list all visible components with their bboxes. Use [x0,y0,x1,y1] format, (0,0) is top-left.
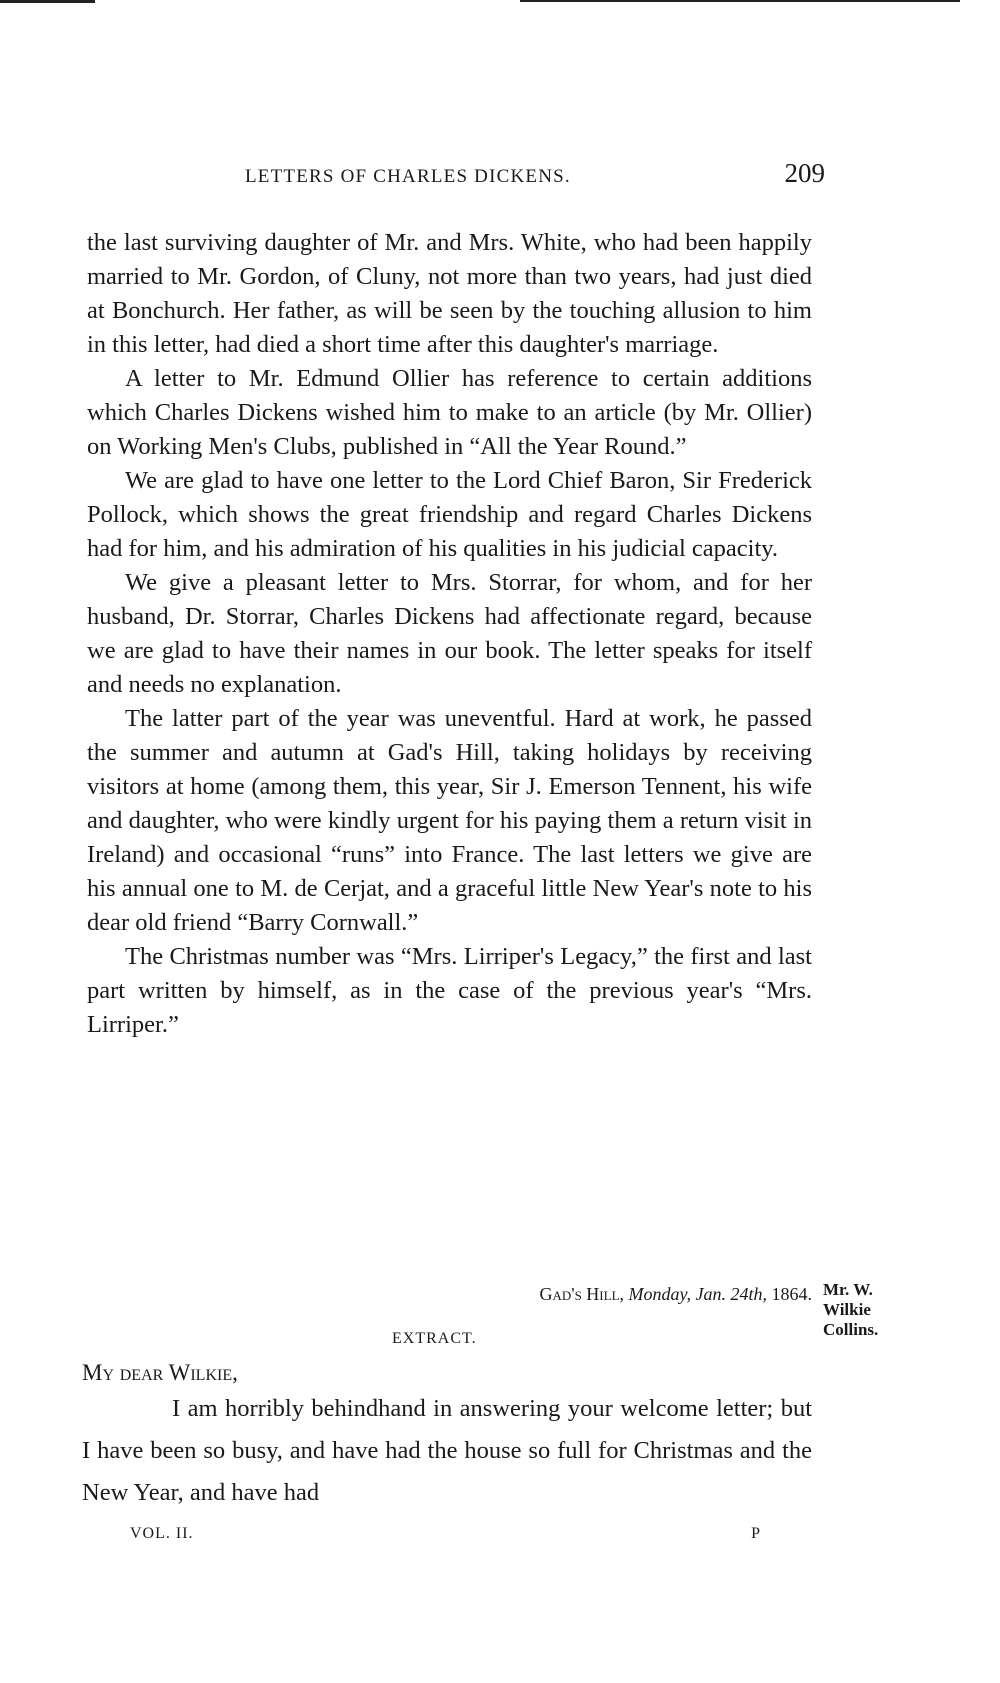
paragraph: We are glad to have one letter to the Lord Chief Baron, Sir Frederick Pollock, which shows the great friendship and regard Charles Dickens had for him, and his admiration of his qualities in his judicial capacity. [87,467,812,562]
letter-heading [87,1278,812,1358]
letter-dateline [540,1284,812,1305]
paragraph: the last surviving daughter of Mr. and Mrs. White, who had been happily married to Mr. Gordon, of Cluny, not more than two years, had just died at Bonchurch. Her father, as will be seen by the touching allusion to him in this letter, had died a short time after this daughter's marriage. [87,229,812,358]
side-note-line: Collins. [823,1320,879,1339]
letter-body [82,1388,812,1514]
paragraph: We give a pleasant letter to Mrs. Storrar, for whom, and for her husband, Dr. Storrar, Charles Dickens had affectionate regard, because we are glad to have their names in our book. The letter speaks for itself and needs no explanation. [87,569,812,698]
letter-date: Monday, Jan. 24th, [628,1284,767,1304]
paragraph: A letter to Mr. Edmund Ollier has reference to certain additions which Charles Dickens wished him to make to an article (by Mr. Ollier) on Working Men's Clubs, published in “All the Year Round.” [87,365,812,460]
extract-label: EXTRACT. [392,1330,477,1347]
page-footer [130,1525,760,1549]
body-text [87,226,812,1042]
scan-edge-right [520,0,960,2]
letter-year: 1864. [771,1284,812,1304]
paragraph: The latter part of the year was uneventful. Hard at work, he passed the summer and autumn at Gad's Hill, taking holidays by receiving visitors at home (among them, this year, Sir J. Emerson Tennent, his wife and daughter, who were kindly urgent for his paying them a return visit in Ireland) and occasional “runs” into France. The last letters we give are his annual one to M. de Cerjat, and a graceful little New Year's note to his dear old friend “Barry Cornwall.” [87,705,812,936]
side-note-line: Mr. W. [823,1280,873,1299]
letter-opening: I am horribly behindhand in answering your welcome letter; but I have been so busy, and have had the house so full for Christmas and the New Year, and have had [82,1395,812,1506]
running-title: LETTERS OF CHARLES DICKENS. [245,166,571,187]
letter-place: Gad's Hill, [539,1284,625,1304]
letter-salutation: My dear Wilkie, [82,1360,238,1385]
recipient-side-note [823,1280,903,1340]
running-head [85,158,825,198]
volume-mark: VOL. II. [130,1525,194,1542]
page-number: 209 [784,158,825,188]
side-note-line: Wilkie [823,1300,871,1319]
paragraph: The Christmas number was “Mrs. Lirriper's Legacy,” the first and last part written by himself, as in the case of the previous year's “Mrs. Lirriper.” [87,943,812,1038]
signature-mark: P [751,1525,760,1542]
scan-edge-left [0,0,95,3]
